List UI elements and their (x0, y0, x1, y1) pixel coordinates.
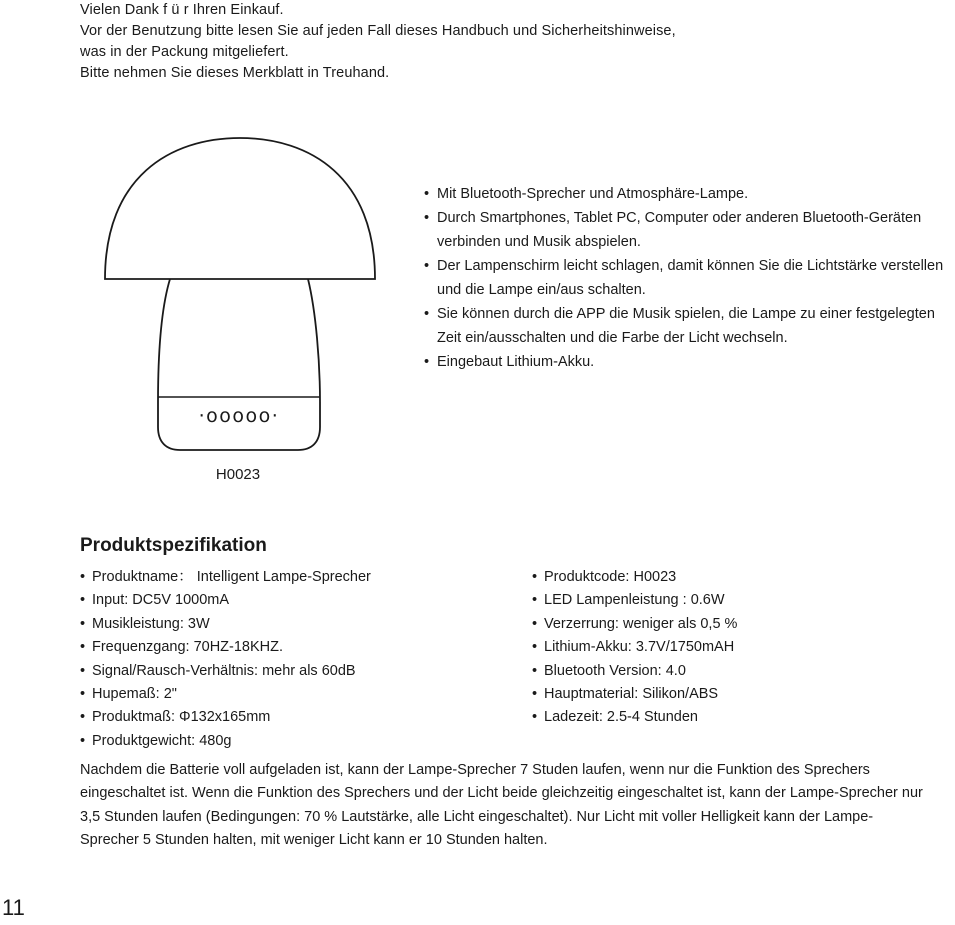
spec-item: • Lithium-Akku: 3.7V/1750mAH (532, 636, 932, 659)
spec-item: • Hupemaß: 2" (80, 683, 520, 706)
spec-item: • Verzerrung: weniger als 0,5 % (532, 613, 932, 636)
spec-list-left (80, 566, 520, 753)
intro-line-3: was in der Packung mitgeliefert. (80, 44, 289, 60)
spec-item: • Signal/Rausch-Verhältnis: mehr als 60dB (80, 660, 520, 683)
spec-item: • Ladezeit: 2.5-4 Stunden (532, 706, 932, 729)
feature-item: • Eingebaut Lithium-Akku. (424, 350, 954, 374)
spec-list-right (532, 566, 932, 730)
spec-item: • Frequenzgang: 70HZ-18KHZ. (80, 636, 520, 659)
intro-line-1: Vielen Dank f ü r Ihren Einkauf. (80, 2, 284, 18)
spec-item: • Produktmaß: Φ132x165mm (80, 706, 520, 729)
spec-item: • Bluetooth Version: 4.0 (532, 660, 932, 683)
mushroom-lamp-drawing (100, 132, 380, 462)
feature-item: • Mit Bluetooth-Sprecher und Atmosphäre-Lampe. (424, 182, 954, 206)
feature-item: • Durch Smartphones, Tablet PC, Computer oder anderen Bluetooth-Geräten verbinden und Musik abspielen. (424, 206, 954, 254)
intro-text (80, 0, 940, 84)
battery-runtime-note: Nachdem die Batterie voll aufgeladen ist, kann der Lampe-Sprecher 7 Studen laufen, wenn nur die Funktion des Sprechers eingeschaltet ist. Wenn die Funktion des Sprechers und der Licht beide gleichzeitig eingeschaltet ist, kann der Lampe-Sprecher nur 3,5 Stunden laufen (Bedingungen: 70 % Lautstärke, alle Licht eingeschaltet). Nur Licht mit voller Helligkeit kann der Lampe-Sprecher 5 Stunden halten, mit weniger Licht kann er 10 Stunden halten. (80, 762, 923, 849)
spec-item: • Produktgewicht: 480g (80, 730, 520, 753)
intro-line-4: Bitte nehmen Sie dieses Merkblatt in Treuhand. (80, 65, 390, 81)
intro-line-2: Vor der Benutzung bitte lesen Sie auf jeden Fall dieses Handbuch und Sicherheitshinweise, (80, 23, 676, 39)
feature-item: • Sie können durch die APP die Musik spielen, die Lampe zu einer festgelegten Zeit ein/ausschalten und die Farbe der Licht wechseln. (424, 302, 954, 350)
model-label: H0023 (215, 466, 261, 483)
spec-title: Produktspezifikation (80, 535, 267, 556)
spec-item: • Hauptmaterial: Silikon/ABS (532, 683, 932, 706)
spec-item: • Musikleistung: 3W (80, 613, 520, 636)
spec-item: • LED Lampenleistung : 0.6W (532, 589, 932, 612)
speaker-dots: ·ooooo· (198, 405, 280, 427)
product-figure (100, 132, 380, 492)
spec-item: • Produktname： Intelligent Lampe-Sprecher (80, 566, 520, 589)
feature-list (424, 182, 954, 374)
spec-item: • Produktcode: H0023 (532, 566, 932, 589)
lamp-shade-outline (105, 138, 375, 279)
spec-item: • Input: DC5V 1000mA (80, 589, 520, 612)
page-number: 11 (2, 895, 25, 920)
feature-item: • Der Lampenschirm leicht schlagen, damit können Sie die Lichtstärke verstellen und die Lampe ein/aus schalten. (424, 254, 954, 302)
